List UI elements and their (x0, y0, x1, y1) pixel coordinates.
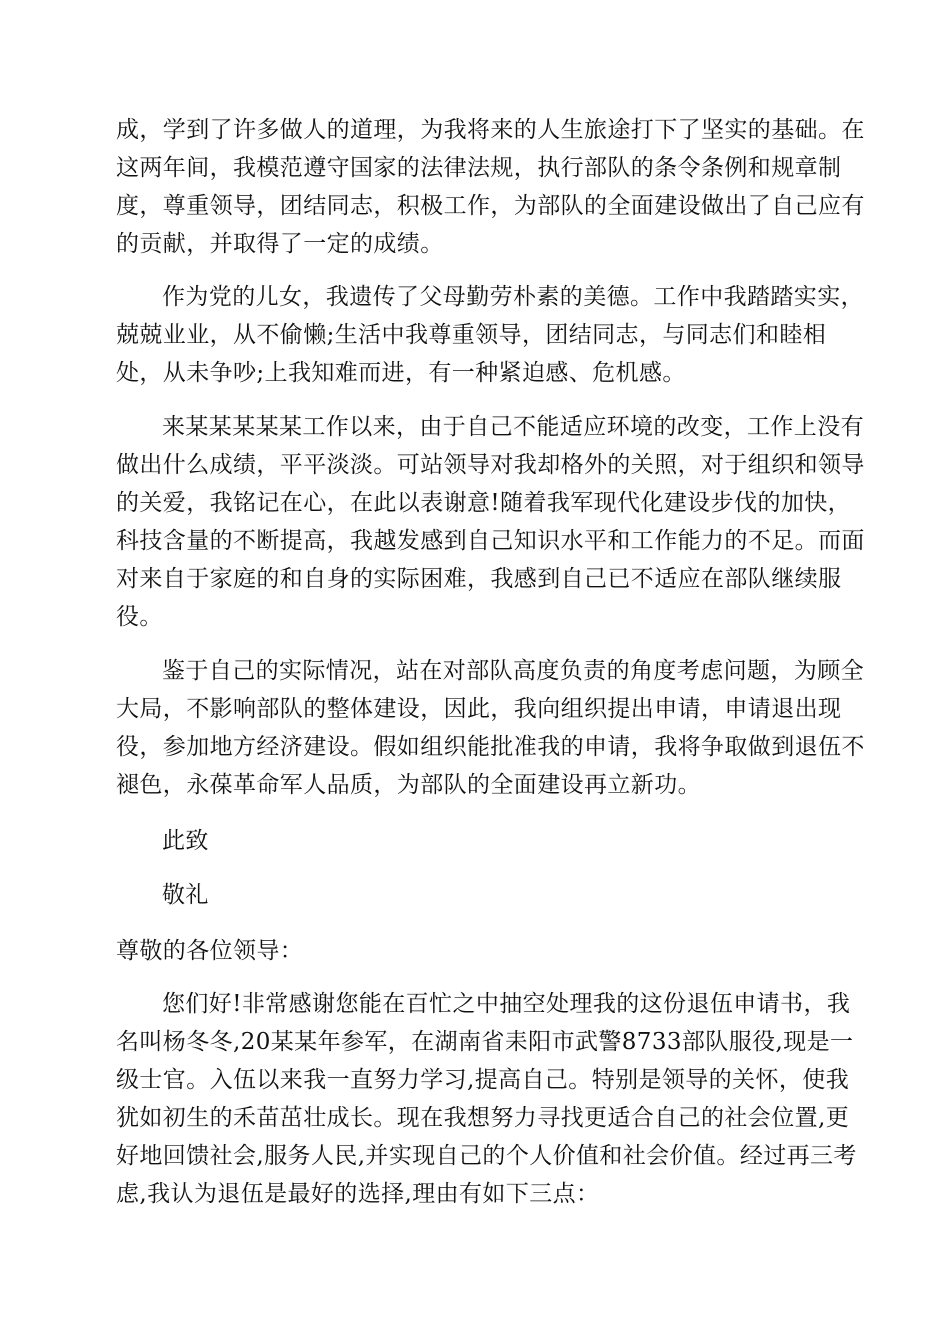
text-line: 的贡献，并取得了一定的成绩。 (116, 231, 444, 257)
text-line: 兢兢业业，从不偷懒;生活中我尊重领导，团结同志，与同志们和睦相 (116, 322, 827, 348)
text-line: 鉴于自己的实际情况，站在对部队高度负责的角度考虑问题，为顾全 (162, 658, 864, 684)
text-line: 名叫杨冬冬,20某某年参军，在湖南省耒阳市武警8733部队服役,现是一 (116, 1029, 854, 1055)
text-line: 虑,我认为退伍是最好的选择,理由有如下三点： (116, 1181, 600, 1207)
text-line: 好地回馈社会,服务人民,并实现自己的个人价值和社会价值。经过再三考 (116, 1143, 857, 1169)
text-line: 这两年间，我模范遵守国家的法律法规，执行部队的条令条例和规章制 (116, 155, 842, 181)
text-line: 来某某某某某工作以来，由于自己不能适应环境的改变，工作上没有 (162, 414, 864, 440)
text-line: 作为党的儿女，我遗传了父母勤劳朴素的美德。工作中我踏踏实实， (162, 284, 864, 310)
text-line: 对来自于家庭的和自身的实际困难，我感到自己已不适应在部队继续服 (116, 566, 842, 592)
text-line: 科技含量的不断提高，我越发感到自己知识水平和工作能力的不足。而面 (116, 528, 865, 554)
text-line: 做出什么成绩，平平淡淡。可站领导对我却格外的关照，对于组织和领导 (116, 452, 865, 478)
text-line: 役，参加地方经济建设。假如组织能批准我的申请，我将争取做到退伍不 (116, 734, 865, 760)
closing-salutation: 此致 (162, 828, 209, 854)
text-line: 大局，不影响部队的整体建设，因此，我向组织提出申请，申请退出现 (116, 696, 842, 722)
text-line: 褪色，永葆革命军人品质，为部队的全面建设再立新功。 (116, 772, 701, 798)
text-line: 处，从未争吵;上我知难而进，有一种紧迫感、危机感。 (116, 360, 686, 386)
text-line: 您们好!非常感谢您能在百忙之中抽空处理我的这份退伍申请书，我 (162, 991, 851, 1017)
greeting-heading: 尊敬的各位领导： (116, 938, 304, 964)
text-line: 成，学到了许多做人的道理，为我将来的人生旅途打下了坚实的基础。在 (116, 117, 865, 143)
text-line: 犹如初生的禾苗茁壮成长。现在我想努力寻找更适合自己的社会位置,更 (116, 1105, 850, 1131)
closing-regards: 敬礼 (162, 882, 209, 908)
text-line: 度，尊重领导，团结同志，积极工作，为部队的全面建设做出了自己应有 (116, 193, 865, 219)
text-line: 级士官。入伍以来我一直努力学习,提高自己。特别是领导的关怀，使我 (116, 1067, 850, 1093)
text-line: 的关爱，我铭记在心，在此以表谢意!随着我军现代化建设步伐的加快， (116, 490, 852, 516)
text-line: 役。 (116, 604, 163, 630)
